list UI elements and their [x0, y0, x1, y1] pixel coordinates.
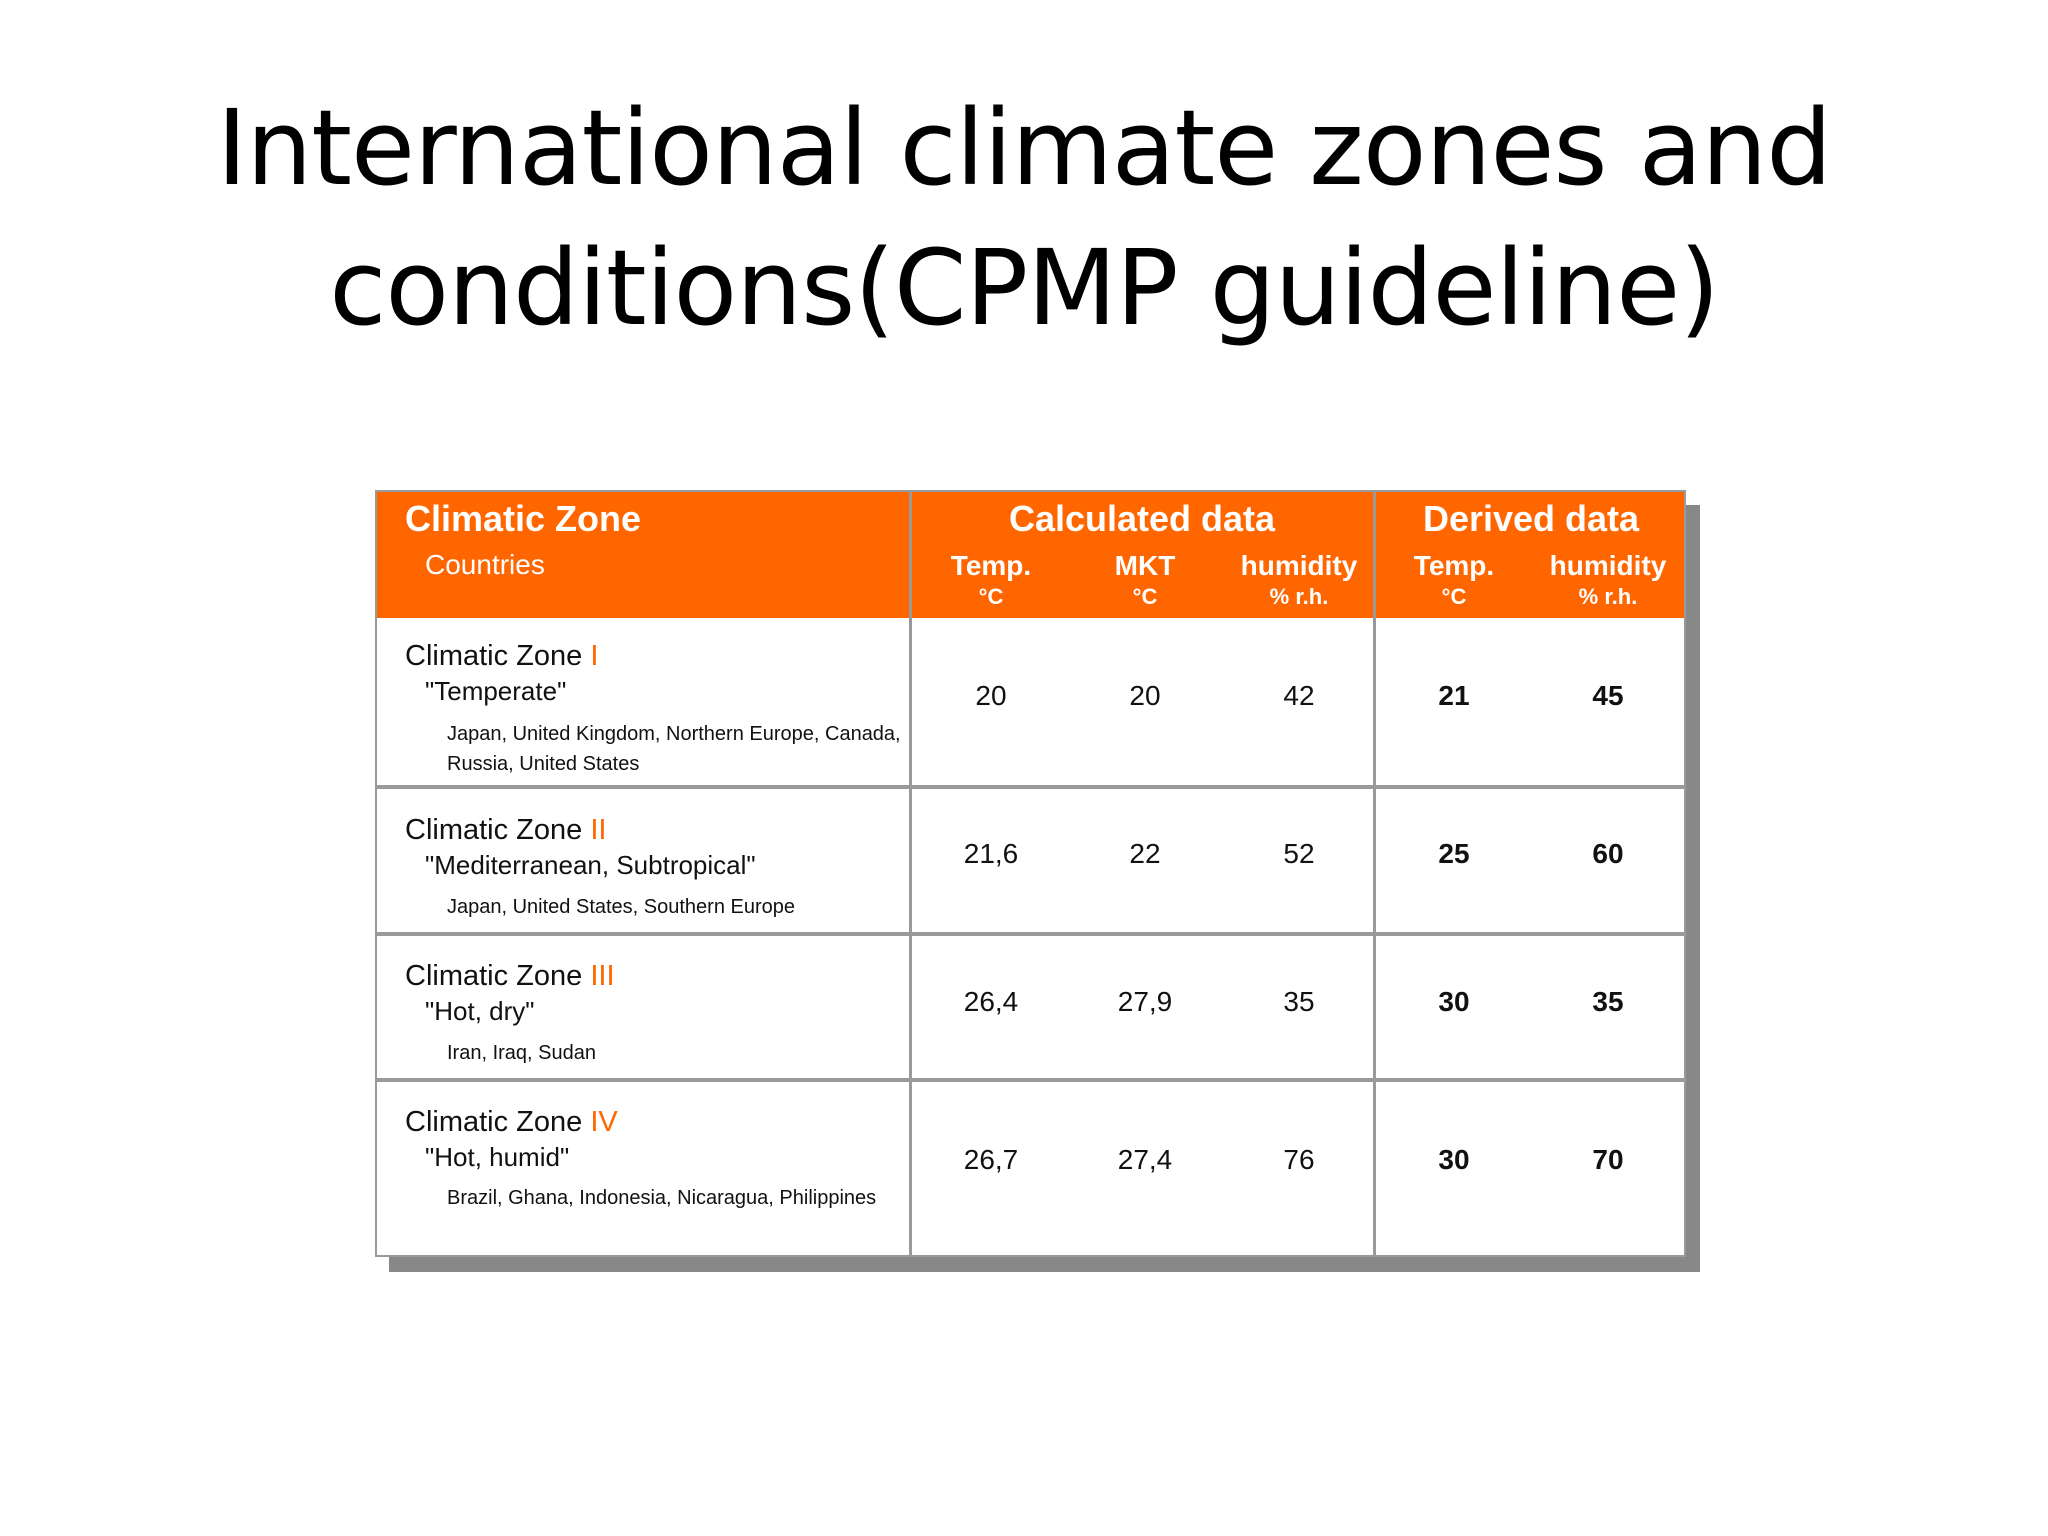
header-col-mkt: MKT	[1114, 550, 1176, 581]
slide-title	[0, 78, 2048, 358]
zone-number: III	[590, 960, 615, 992]
header-col-derived-humidity: humidity	[1549, 550, 1667, 581]
zone-label: Climatic Zone	[405, 960, 583, 992]
zone-description: "Hot, dry"	[425, 996, 535, 1026]
zone-countries: Japan, United Kingdom, Northern Europe, Canada, Russia, United States	[447, 723, 901, 775]
zone-label: Climatic Zone	[405, 640, 583, 672]
zone-name	[405, 1106, 618, 1139]
column-divider	[909, 492, 912, 1255]
header-unit-calc-humidity: % r.h.	[1269, 584, 1329, 609]
header-climatic-zone: Climatic Zone	[405, 498, 642, 539]
derived-temp-cell: 30	[1438, 986, 1470, 1017]
calc-temp-cell: 26,4	[963, 986, 1019, 1017]
calc-temp-cell: 20	[975, 680, 1007, 711]
header-col-derived-temp: Temp.	[1413, 550, 1495, 581]
derived-temp-cell: 25	[1438, 838, 1470, 869]
header-derived-data: Derived data	[1422, 498, 1640, 539]
zone-label: Climatic Zone	[405, 1106, 583, 1138]
row-divider	[377, 1078, 1684, 1082]
column-divider	[1373, 492, 1376, 1255]
mkt-cell: 20	[1129, 680, 1161, 711]
header-col-calc-temp: Temp.	[950, 550, 1032, 581]
derived-humidity-cell: 45	[1592, 680, 1624, 711]
calc-humidity-cell: 35	[1283, 986, 1315, 1017]
zone-name	[405, 814, 606, 847]
header-unit-derived-temp: °C	[1441, 584, 1467, 609]
zone-name	[405, 960, 615, 993]
zone-description: "Temperate"	[425, 676, 567, 706]
calc-humidity-cell: 52	[1283, 838, 1315, 869]
title-line-2: conditions(CPMP guideline)	[329, 227, 1719, 349]
mkt-cell: 27,9	[1117, 986, 1173, 1017]
derived-temp-cell: 30	[1438, 1144, 1470, 1175]
header-unit-calc-temp: °C	[978, 584, 1004, 609]
header-unit-derived-humidity: % r.h.	[1578, 584, 1638, 609]
calc-temp-cell: 26,7	[963, 1144, 1019, 1175]
zone-countries: Japan, United States, Southern Europe	[447, 896, 796, 918]
zone-countries: Iran, Iraq, Sudan	[447, 1042, 596, 1064]
calc-temp-cell: 21,6	[963, 838, 1019, 869]
table-header	[377, 492, 1684, 618]
derived-humidity-cell: 70	[1592, 1144, 1624, 1175]
zone-description: "Mediterranean, Subtropical"	[425, 850, 756, 880]
header-countries: Countries	[425, 549, 545, 580]
mkt-cell: 27,4	[1117, 1144, 1173, 1175]
title-line-1: International climate zones and	[216, 87, 1832, 209]
zone-number: IV	[590, 1106, 618, 1138]
zone-number: II	[590, 814, 607, 846]
calc-humidity-cell: 76	[1283, 1144, 1315, 1175]
row-divider	[377, 932, 1684, 936]
zone-name	[405, 640, 598, 673]
zone-number: I	[590, 640, 599, 672]
header-unit-mkt: °C	[1132, 584, 1158, 609]
mkt-cell: 22	[1129, 838, 1161, 869]
derived-temp-cell: 21	[1438, 680, 1470, 711]
calc-humidity-cell: 42	[1283, 680, 1315, 711]
header-col-calc-humidity: humidity	[1240, 550, 1358, 581]
header-calculated-data: Calculated data	[1008, 498, 1276, 539]
zone-label: Climatic Zone	[405, 814, 583, 846]
derived-humidity-cell: 35	[1592, 986, 1624, 1017]
derived-humidity-cell: 60	[1592, 838, 1624, 869]
row-divider	[377, 785, 1684, 789]
zone-description: "Hot, humid"	[425, 1142, 570, 1172]
climate-zones-table	[375, 490, 1686, 1257]
zone-countries: Brazil, Ghana, Indonesia, Nicaragua, Philippines	[447, 1187, 877, 1209]
